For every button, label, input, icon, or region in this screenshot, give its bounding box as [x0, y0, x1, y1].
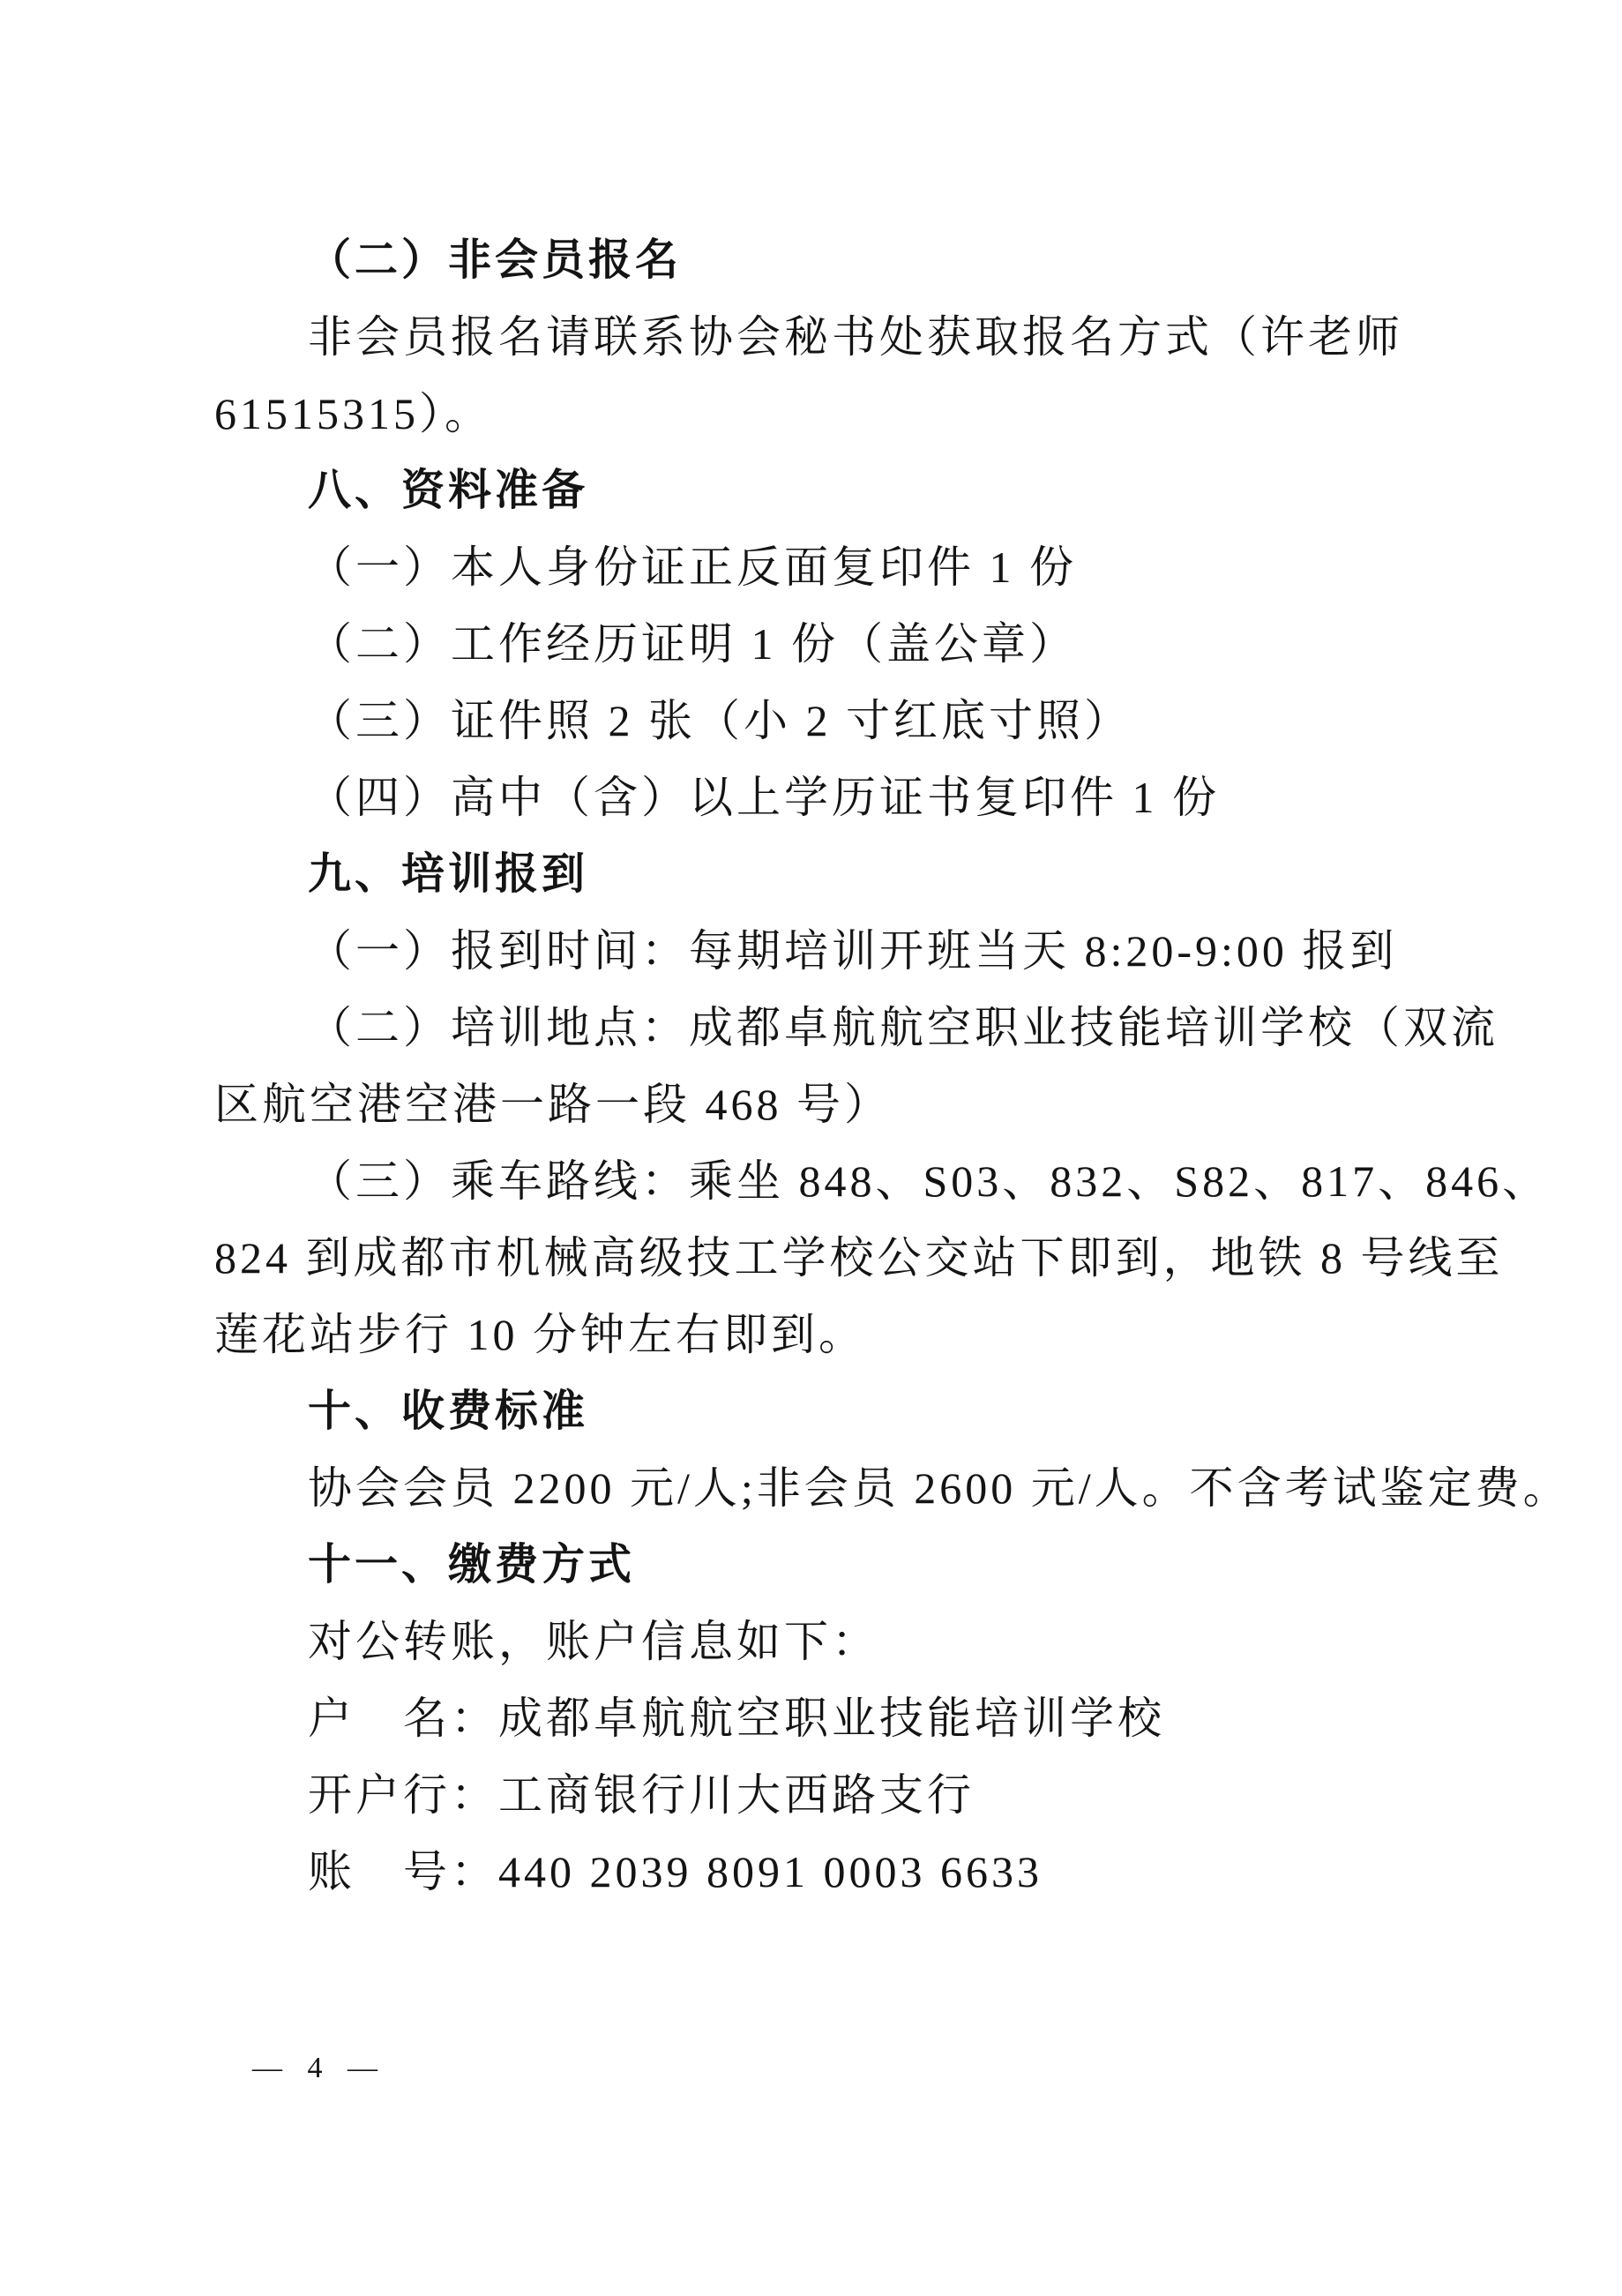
- text-line: （二）工作经历证明 1 份（盖公章）: [308, 619, 1077, 669]
- text-line: 61515315）。: [214, 389, 492, 438]
- text-line: 莲花站步行 10 分钟左右即到。: [214, 1310, 866, 1359]
- text-line: 户 名：成都卓航航空职业技能培训学校: [308, 1694, 1165, 1743]
- text-line: （二）培训地点：成都卓航航空职业技能培训学校（双流: [308, 1003, 1499, 1052]
- text-line: （四）高中（含）以上学历证书复印件 1 份: [308, 773, 1220, 822]
- section-heading: 十、收费标准: [308, 1387, 589, 1435]
- section-heading: 八、资料准备: [308, 467, 589, 514]
- text-line: 区航空港空港一路一段 468 号）: [214, 1080, 892, 1129]
- text-line: （三）乘车路线：乘坐 848、S03、832、S82、817、846、: [308, 1156, 1551, 1206]
- page-number: — 4 —: [252, 2052, 386, 2084]
- section-heading: 九、培训报到: [308, 850, 589, 898]
- text-line: （一）报到时间：每期培训开班当天 8:20-9:00 报到: [308, 926, 1398, 976]
- section-heading: （二）非会员报名: [308, 236, 683, 284]
- text-line: （一）本人身份证正反面复印件 1 份: [308, 542, 1077, 592]
- document-body: [214, 222, 1571, 1911]
- section-heading: 十一、缴费方式: [308, 1541, 636, 1589]
- text-line: （三）证件照 2 张（小 2 寸红底寸照）: [308, 696, 1132, 745]
- text-line: 账 号：440 2039 8091 0003 6633: [308, 1847, 1043, 1896]
- text-line: 开户行：工商银行川大西路支行: [308, 1770, 975, 1820]
- text-line: 协会会员 2200 元/人;非会员 2600 元/人。不含考试鉴定费。: [308, 1463, 1571, 1513]
- text-line: 对公转账，账户信息如下：: [308, 1617, 879, 1666]
- text-line: 非会员报名请联系协会秘书处获取报名方式（许老师: [308, 312, 1403, 362]
- text-line: 824 到成都市机械高级技工学校公交站下即到，地铁 8 号线至: [214, 1233, 1504, 1283]
